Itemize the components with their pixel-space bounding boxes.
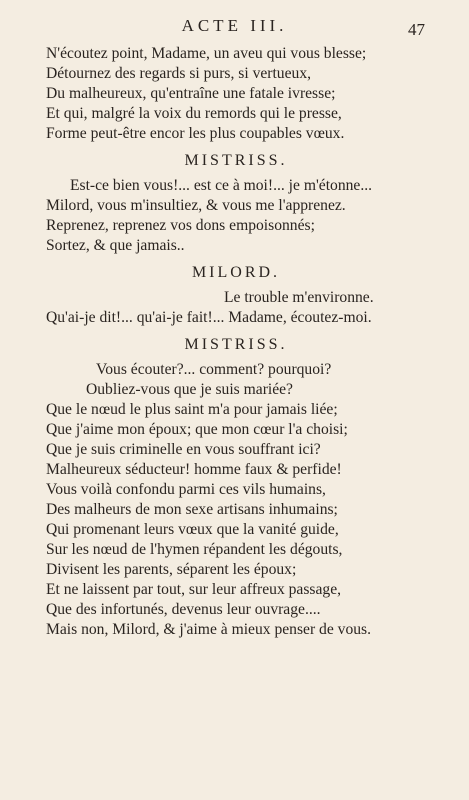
- verse-line: Des malheurs de mon sexe artisans inhumains;: [46, 501, 338, 518]
- verse-line: Et ne laissent par tout, sur leur affreux passage,: [46, 581, 342, 598]
- verse-line: Détournez des regards si purs, si vertueux,: [46, 65, 312, 82]
- verse-line: Qu'ai-je dit!... qu'ai-je fait!... Madame, écoutez-moi.: [46, 309, 372, 326]
- verse-line: Qui promenant leurs vœux que la vanité guide,: [46, 521, 339, 538]
- verse-line: N'écoutez point, Madame, un aveu qui vous blesse;: [46, 45, 367, 62]
- verse-line: Reprenez, reprenez vos dons empoisonnés;: [46, 217, 315, 234]
- verse-line: Milord, vous m'insultiez, & vous me l'apprenez.: [46, 197, 346, 214]
- verse-line: Et qui, malgré la voix du remords qui le presse,: [46, 105, 342, 122]
- verse-line: Sur les nœud de l'hymen répandent les dégouts,: [46, 541, 343, 558]
- verse-line: Que des infortunés, devenus leur ouvrage....: [46, 601, 321, 618]
- verse-line: Forme peut-être encor les plus coupables vœux.: [46, 125, 345, 142]
- page-header: [0, 14, 469, 40]
- page-body: [46, 44, 426, 640]
- speaker-name: MISTRISS.: [184, 336, 288, 353]
- speaker-name: MISTRISS.: [184, 152, 288, 169]
- verse-line: Divisent les parents, séparent les époux;: [46, 561, 297, 578]
- page-number: 47: [408, 20, 425, 39]
- verse-line: Malheureux séducteur! homme faux & perfide!: [46, 461, 342, 478]
- verse-line: Que je suis criminelle en vous souffrant ici?: [46, 441, 321, 458]
- speaker-name: MILORD.: [191, 264, 281, 281]
- verse-line: Vous voilà confondu parmi ces vils humains,: [46, 481, 326, 498]
- running-head: ACTE III.: [181, 16, 288, 35]
- verse-line: Le trouble m'environne.: [224, 289, 374, 306]
- verse-line: Que j'aime mon époux; que mon cœur l'a choisi;: [46, 421, 348, 438]
- verse-line: Oubliez-vous que je suis mariée?: [86, 381, 293, 398]
- verse-line: Que le nœud le plus saint m'a pour jamais liée;: [46, 401, 338, 418]
- verse-line: Mais non, Milord, & j'aime à mieux penser de vous.: [46, 621, 372, 638]
- verse-line: Sortez, & que jamais..: [46, 237, 185, 254]
- verse-line: Du malheureux, qu'entraîne une fatale ivresse;: [46, 85, 336, 102]
- verse-line: Est-ce bien vous!... est ce à moi!... je m'étonne...: [70, 177, 373, 194]
- verse-line: Vous écouter?... comment? pourquoi?: [96, 361, 332, 378]
